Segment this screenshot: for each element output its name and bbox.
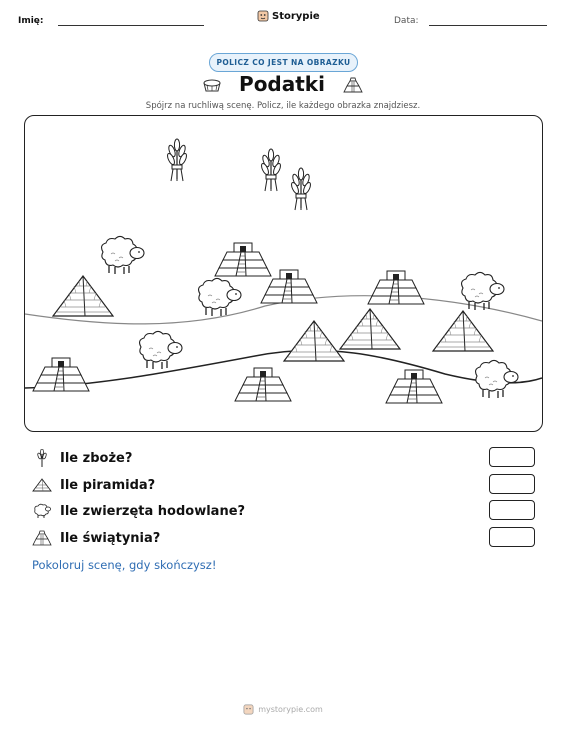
brand-logo: [257, 10, 320, 22]
pyramid-3: [340, 309, 400, 349]
storypie-logo-icon: [257, 10, 269, 22]
date-line[interactable]: [429, 25, 547, 26]
pyramid-icon: [32, 476, 52, 494]
question-temple-text: Ile świątynia?: [60, 530, 161, 546]
site-url: mystorypie.com: [258, 705, 323, 714]
question-pyramid: [32, 476, 155, 494]
instruction-text: Spójrz na ruchliwą scenę. Policz, ile każdego obrazka znajdziesz.: [145, 101, 421, 111]
date-label: Data:: [394, 16, 419, 26]
wheat-icon: [32, 449, 52, 467]
wheat-3: [290, 168, 312, 210]
temple-4: [33, 358, 89, 391]
sheep-1: [102, 237, 144, 275]
question-wheat: [32, 449, 132, 467]
answer-box-livestock[interactable]: [489, 500, 535, 520]
scene-drawing: [25, 116, 542, 431]
color-instruction: Pokoloruj scenę, gdy skończysz!: [32, 558, 217, 572]
temple-5: [235, 368, 291, 401]
temple-6: [386, 370, 442, 403]
page-title: Podatki: [239, 72, 325, 96]
site-footer: [0, 704, 566, 715]
answer-box-wheat[interactable]: [489, 447, 535, 467]
counting-scene: [24, 115, 543, 432]
storypie-footer-icon: [243, 704, 254, 715]
temple-title-icon: [342, 77, 364, 93]
name-label: Imię:: [18, 16, 44, 26]
pyramid-4: [433, 311, 493, 351]
activity-badge: POLICZ CO JEST NA OBRAZKU: [209, 53, 358, 72]
sheep-5: [476, 361, 518, 399]
question-temple: [32, 529, 160, 547]
answer-box-temple[interactable]: [489, 527, 535, 547]
wheat-2: [260, 149, 282, 191]
basket-icon: [202, 77, 222, 93]
pyramid-1: [53, 276, 113, 316]
wheat-1: [166, 139, 188, 181]
name-line[interactable]: [58, 25, 204, 26]
question-livestock: [32, 502, 245, 520]
sheep-icon: [32, 502, 52, 520]
brand-name: Storypie: [272, 10, 320, 22]
sheep-2: [199, 279, 241, 317]
question-wheat-text: Ile zboże?: [60, 450, 133, 466]
question-pyramid-text: Ile piramida?: [60, 477, 156, 493]
pyramid-2: [284, 321, 344, 361]
temple-1: [215, 243, 271, 276]
question-livestock-text: Ile zwierzęta hodowlane?: [60, 503, 246, 519]
temple-3: [368, 271, 424, 304]
answer-box-pyramid[interactable]: [489, 474, 535, 494]
temple-icon: [32, 529, 52, 547]
page-title-row: [0, 72, 566, 96]
sheep-3: [140, 332, 182, 370]
